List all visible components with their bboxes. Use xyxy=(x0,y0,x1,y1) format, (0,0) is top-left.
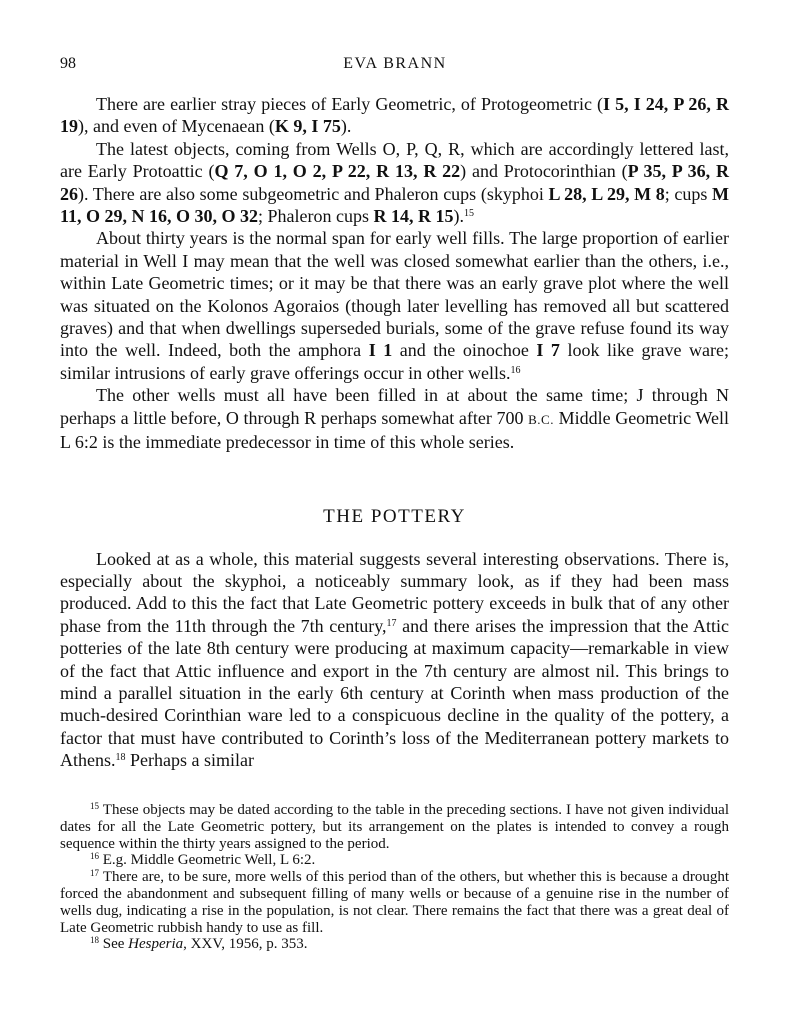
footnote-marker[interactable]: 17 xyxy=(386,617,397,629)
catalogue-refs: I 7 xyxy=(536,340,560,361)
catalogue-refs: I 5, I 24, P 26, R 19 xyxy=(60,94,729,137)
footnote-text: See xyxy=(99,936,129,953)
footnote-text: These objects may be dated according to the table in the preceding sections. I have not given individual dates for all the Late Geometric pottery, but its arrangement on the plates is intended to convey a rough sequence within the thirty years assigned to the period. xyxy=(60,802,729,852)
catalogue-refs: M 11, O 29, N 16, O 30, O 32 xyxy=(60,183,730,227)
footnote-text: E.g. Middle Geometric Well, L 6:2. xyxy=(99,852,316,869)
footnote-marker[interactable]: 16 xyxy=(510,364,521,376)
era-abbreviation: B.C. xyxy=(528,411,554,427)
text-span: About thirty years is the normal span for early well fills. The large proportion of earlier material in Well I may mean that the well was closed somewhat earlier than the others, i.e., within Late Geometric times; or it may be that there was an early grave plot where the well was situated on the Kolonos Agoraios (though later levelling has removed all but scattered graves) and that when dwellings superseded burials, some of the grave refuse found its way into the well. Indeed, both the amphora xyxy=(60,228,729,361)
footnote-number: 18 xyxy=(90,935,99,946)
footnote-18 xyxy=(60,936,729,953)
footnote-number: 17 xyxy=(90,868,99,879)
text-span: look like grave ware; similar intrusions of early grave offerings occur in other wells. xyxy=(60,340,729,383)
text-span: The other wells must all have been filled in at about the same time; J through N perhaps a little before, O through R perhaps somewhat after 700 xyxy=(60,385,729,428)
footnote-text: There are, to be sure, more wells of this period than of the others, but whether this is because a drought forced the abandonment and subsequent filling of many wells or because of a genuine rise in the number of wells dug, indicating a rise in the population, is not clear. There remains the fact that there was a great deal of Late Geometric rubbish handy to use as fill. xyxy=(60,869,729,936)
footnote-marker[interactable]: 15 xyxy=(464,208,474,220)
footnote-16 xyxy=(60,852,729,869)
main-text xyxy=(60,93,729,772)
page-number: 98 xyxy=(60,55,76,72)
paragraph-latest-objects xyxy=(60,138,729,228)
footnote-text: , XXV, 1956, p. 353. xyxy=(183,936,308,953)
text-span: ). xyxy=(453,206,464,227)
catalogue-refs: R 14, R 15 xyxy=(373,206,454,227)
text-span: ) and Protocorinthian ( xyxy=(460,161,628,182)
footnote-marker[interactable]: 18 xyxy=(115,752,126,764)
catalogue-refs: K 9, I 75 xyxy=(274,116,341,137)
text-span: ; cups xyxy=(664,183,713,204)
text-span: ). There are also some subgeometric and Phaleron cups (skyphoi xyxy=(78,183,549,204)
text-span: ; Phaleron cups xyxy=(258,206,374,227)
paragraph-earlier-pieces xyxy=(60,93,729,138)
text-span: Looked at as a whole, this material suggests several interesting observations. There is, especially about the skyphoi, a noticeably summary look, as if they had been mass produced. Add to this the fact that Late Geometric pottery exceeds in bulk that of any other phase from the 11th through the 7th century, xyxy=(60,548,729,636)
text-span: There are earlier stray pieces of Early Geometric, of Protogeometric ( xyxy=(96,94,604,114)
footnote-number: 16 xyxy=(90,851,99,862)
catalogue-refs: Q 7, O 1, O 2, P 22, R 13, R 22 xyxy=(214,161,461,182)
text-span: and there arises the impression that the Attic potteries of the late 8th century were producing at maximum capacity—remarkable in view of the fact that Attic influence and export in the 7th century are almost nil. This brings to mind a parallel situation in the early 6th century at Corinth when mass production of the much-desired Corinthian ware led to a conspicuous decline in the quality of the pottery, a factor that must have contributed to Corinth’s loss of the Mediterranean pottery markets to Athens. xyxy=(60,615,729,771)
journal-title: Hesperia xyxy=(128,936,184,953)
section-title: THE POTTERY xyxy=(323,505,466,527)
paragraph-other-wells xyxy=(60,384,729,453)
footnote-number: 15 xyxy=(90,801,99,811)
catalogue-refs: L 28, L 29, M 8 xyxy=(548,183,665,204)
paragraph-well-fills xyxy=(60,227,729,384)
catalogue-refs: I 1 xyxy=(368,340,393,361)
text-span: ). xyxy=(340,116,352,137)
footnote-17 xyxy=(60,869,729,936)
catalogue-refs: P 35, P 36, R 26 xyxy=(60,161,729,204)
footnote-15 xyxy=(60,802,729,852)
page-header xyxy=(60,55,730,79)
text-span: Middle Geometric Well L 6:2 is the immediate predecessor in time of this whole series. xyxy=(60,407,729,453)
text-span: ), and even of Mycenaean ( xyxy=(78,116,275,137)
text-span: Perhaps a similar xyxy=(125,750,254,771)
text-span: The latest objects, coming from Wells O, P, Q, R, which are accordingly lettered last, are Early Protoattic ( xyxy=(60,138,729,182)
paragraph-pottery-observations xyxy=(60,548,729,772)
running-head: EVA BRANN xyxy=(343,55,447,72)
footnotes xyxy=(60,802,729,953)
text-span: and the oinochoe xyxy=(392,340,537,361)
